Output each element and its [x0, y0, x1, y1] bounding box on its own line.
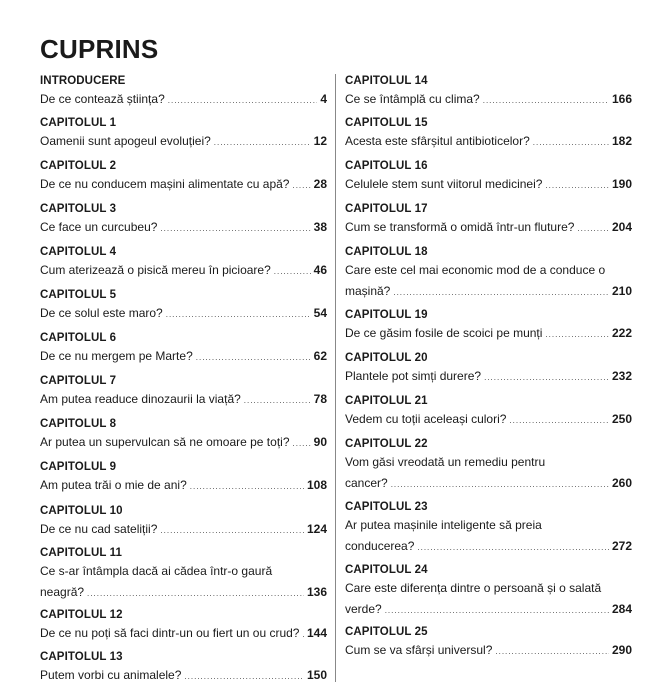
chapter-question-row [345, 323, 632, 344]
dot-leader [196, 347, 311, 368]
dot-leader [577, 218, 609, 239]
chapter-question-row [345, 409, 632, 430]
toc-entry[interactable] [40, 330, 327, 367]
chapter-question-row [40, 89, 327, 110]
chapter-heading: CAPITOLUL 14 [345, 75, 428, 87]
toc-entry[interactable] [40, 416, 327, 453]
dot-leader [244, 390, 311, 411]
page-number: 260 [611, 476, 632, 490]
chapter-question: De ce contează științа? [40, 92, 165, 106]
chapter-heading: CAPITOLUL 18 [345, 246, 428, 258]
chapter-question: De ce găsim fosile de scoici pe munți [345, 326, 543, 340]
toc-entry[interactable] [345, 624, 632, 661]
toc-entry[interactable] [345, 436, 632, 494]
toc-entry[interactable] [40, 649, 327, 686]
page-number: 166 [611, 92, 632, 106]
chapter-heading: CAPITOLUL 10 [40, 505, 123, 517]
toc-entry[interactable] [345, 393, 632, 430]
page-number: 182 [611, 134, 632, 148]
chapter-question: De ce nu mergem pe Marte? [40, 349, 193, 363]
chapter-question-row [345, 281, 632, 302]
chapter-question-line: Care este cel mai economic mod de a conduce o [345, 263, 606, 277]
page-number: 124 [306, 522, 327, 536]
chapter-question: Celulele stem sunt viitorul medicinei? [345, 177, 543, 191]
toc-entry[interactable] [345, 307, 632, 344]
chapter-heading: INTRODUCERE [40, 75, 126, 87]
chapter-question-row [40, 519, 327, 540]
page-title: CUPRINS [40, 34, 159, 64]
dot-leader [385, 600, 609, 621]
chapter-question: Am putea readuce dinozaurii la viață? [40, 392, 241, 406]
chapter-question: Vedem cu toții aceleași culori? [345, 412, 507, 426]
chapter-question: Putem vorbi cu animalele? [40, 668, 182, 682]
chapter-question-row [345, 640, 632, 661]
dot-leader [545, 175, 609, 196]
page-number: 78 [313, 392, 327, 406]
chapter-question-line: Vom găsi vreodată un remediu pentru [345, 455, 546, 469]
chapter-heading: CAPITOLUL 5 [40, 289, 117, 301]
dot-leader [302, 624, 303, 645]
chapter-question-row [40, 217, 327, 238]
chapter-question: Cum se va sfârși universul? [345, 643, 493, 657]
toc-entry[interactable] [345, 499, 632, 557]
toc-entry[interactable] [40, 503, 327, 540]
chapter-heading: CAPITOLUL 16 [345, 160, 428, 172]
chapter-question-row [40, 303, 327, 324]
chapter-question-row [345, 217, 632, 238]
chapter-heading: CAPITOLUL 21 [345, 395, 428, 407]
dot-leader [214, 132, 311, 153]
chapter-question-row [40, 582, 327, 603]
page-number: 62 [313, 349, 327, 363]
page-number: 222 [611, 326, 632, 340]
chapter-question-line: Ar putea mașinile inteligente să preia [345, 518, 542, 532]
page-number: 204 [611, 220, 632, 234]
page-number: 136 [306, 585, 327, 599]
page-number: 38 [313, 220, 327, 234]
toc-entry[interactable] [40, 158, 327, 195]
toc-entry[interactable] [40, 201, 327, 238]
chapter-question-row [40, 174, 327, 195]
dot-leader [293, 433, 311, 454]
chapter-question: conducerea? [345, 539, 415, 553]
toc-entry[interactable] [40, 115, 327, 152]
dot-leader [87, 583, 304, 604]
page-number: 190 [611, 177, 632, 191]
toc-entry[interactable] [40, 287, 327, 324]
chapter-question: neagră? [40, 585, 85, 599]
chapter-question: Acesta este sfârșitul antibioticelor? [345, 134, 530, 148]
chapter-heading: CAPITOLUL 12 [40, 609, 123, 621]
chapter-question-row [345, 473, 632, 494]
chapter-question-row [345, 536, 632, 557]
page-number: 54 [313, 306, 327, 320]
dot-leader [292, 175, 310, 196]
chapter-heading: CAPITOLUL 8 [40, 418, 117, 430]
chapter-question: De ce solul este maro? [40, 306, 163, 320]
chapter-heading: CAPITOLUL 23 [345, 501, 428, 513]
chapter-question-row [40, 432, 327, 453]
chapter-question: Plantele pot simți durere? [345, 369, 482, 383]
column-divider [335, 74, 336, 682]
chapter-question-row [40, 389, 327, 410]
dot-leader [417, 537, 609, 558]
toc-entry[interactable] [345, 350, 632, 387]
toc-entry[interactable] [345, 244, 632, 302]
toc-entry[interactable] [40, 607, 327, 644]
page-number: 290 [611, 643, 632, 657]
chapter-question-line: Care este diferența dintre o persoană și o salată [345, 581, 602, 595]
page-number: 284 [611, 602, 632, 616]
chapter-question-row [40, 346, 327, 367]
toc-entry[interactable] [345, 562, 632, 620]
chapter-heading: CAPITOLUL 24 [345, 564, 428, 576]
page-number: 12 [313, 134, 327, 148]
chapter-question: cancer? [345, 476, 388, 490]
chapter-question-row [40, 475, 327, 496]
chapter-heading: CAPITOLUL 2 [40, 160, 117, 172]
dot-leader [495, 641, 609, 662]
chapter-question-line: Ce s-ar întâmpla dacă ai cădea într-o gaură [40, 564, 273, 578]
chapter-question: Oamenii sunt apogeul evoluției? [40, 134, 211, 148]
toc-entry[interactable] [345, 115, 632, 152]
page-number: 28 [313, 177, 327, 191]
chapter-heading: CAPITOLUL 19 [345, 309, 428, 321]
chapter-heading: CAPITOLUL 17 [345, 203, 428, 215]
toc-entry[interactable] [40, 73, 327, 110]
chapter-heading: CAPITOLUL 25 [345, 626, 428, 638]
toc-entry[interactable] [345, 201, 632, 238]
chapter-heading: CAPITOLUL 13 [40, 651, 123, 663]
chapter-heading: CAPITOLUL 1 [40, 117, 117, 129]
chapter-heading: CAPITOLUL 4 [40, 246, 117, 258]
chapter-heading: CAPITOLUL 15 [345, 117, 428, 129]
chapter-question: mașină? [345, 284, 391, 298]
page-number: 144 [306, 626, 327, 640]
dot-leader [545, 324, 609, 345]
dot-leader [168, 90, 318, 111]
chapter-question: De ce nu cad sateliții? [40, 522, 158, 536]
page-number: 232 [611, 369, 632, 383]
chapter-question: verde? [345, 602, 382, 616]
chapter-heading: CAPITOLUL 11 [40, 547, 122, 559]
chapter-heading: CAPITOLUL 7 [40, 375, 117, 387]
page-number: 150 [306, 668, 327, 682]
chapter-question-row [345, 174, 632, 195]
chapter-heading: CAPITOLUL 20 [345, 352, 428, 364]
page-number: 108 [306, 478, 327, 492]
chapter-question: Ce face un curcubeu? [40, 220, 158, 234]
chapter-question-row [40, 665, 327, 686]
page-number: 46 [313, 263, 327, 277]
dot-leader [393, 282, 609, 303]
toc-entry[interactable] [40, 459, 327, 496]
dot-leader [483, 90, 609, 111]
dot-leader [484, 367, 609, 388]
toc-entry[interactable] [345, 73, 632, 110]
chapter-question-row [40, 623, 327, 644]
page-number: 90 [313, 435, 327, 449]
toc-entry[interactable] [40, 373, 327, 410]
dot-leader [160, 520, 304, 541]
dot-leader [509, 410, 609, 431]
toc-entry[interactable] [345, 158, 632, 195]
dot-leader [274, 261, 311, 282]
toc-entry[interactable] [40, 545, 327, 603]
dot-leader [533, 132, 609, 153]
dot-leader [391, 474, 609, 495]
page-number: 210 [611, 284, 632, 298]
chapter-heading: CAPITOLUL 22 [345, 438, 428, 450]
chapter-heading: CAPITOLUL 3 [40, 203, 117, 215]
chapter-question: Am putea trăi o mie de ani? [40, 478, 187, 492]
page-number: 4 [320, 92, 327, 106]
chapter-question: De ce nu conducem mașini alimentate cu apă? [40, 177, 290, 191]
chapter-question-row [345, 599, 632, 620]
toc-entry[interactable] [40, 244, 327, 281]
page-number: 250 [611, 412, 632, 426]
chapter-question: Ar putea un supervulcan să ne omoare pe toți? [40, 435, 290, 449]
dot-leader [190, 476, 304, 497]
page-number: 272 [611, 539, 632, 553]
chapter-heading: CAPITOLUL 6 [40, 332, 117, 344]
chapter-question: De ce nu poți să faci dintr-un ou fiert un ou crud? [40, 626, 300, 640]
chapter-question-row [345, 89, 632, 110]
chapter-question-row [40, 131, 327, 152]
chapter-question-row [345, 366, 632, 387]
chapter-heading: CAPITOLUL 9 [40, 461, 117, 473]
chapter-question-row [40, 260, 327, 281]
dot-leader [184, 666, 304, 687]
dot-leader [166, 304, 311, 325]
chapter-question: Cum aterizează o pisică mereu în picioare? [40, 263, 271, 277]
chapter-question: Cum se transformă o omidă într-un fluture? [345, 220, 575, 234]
chapter-question-row [345, 131, 632, 152]
dot-leader [160, 218, 310, 239]
chapter-question: Ce se întâmplă cu clima? [345, 92, 480, 106]
